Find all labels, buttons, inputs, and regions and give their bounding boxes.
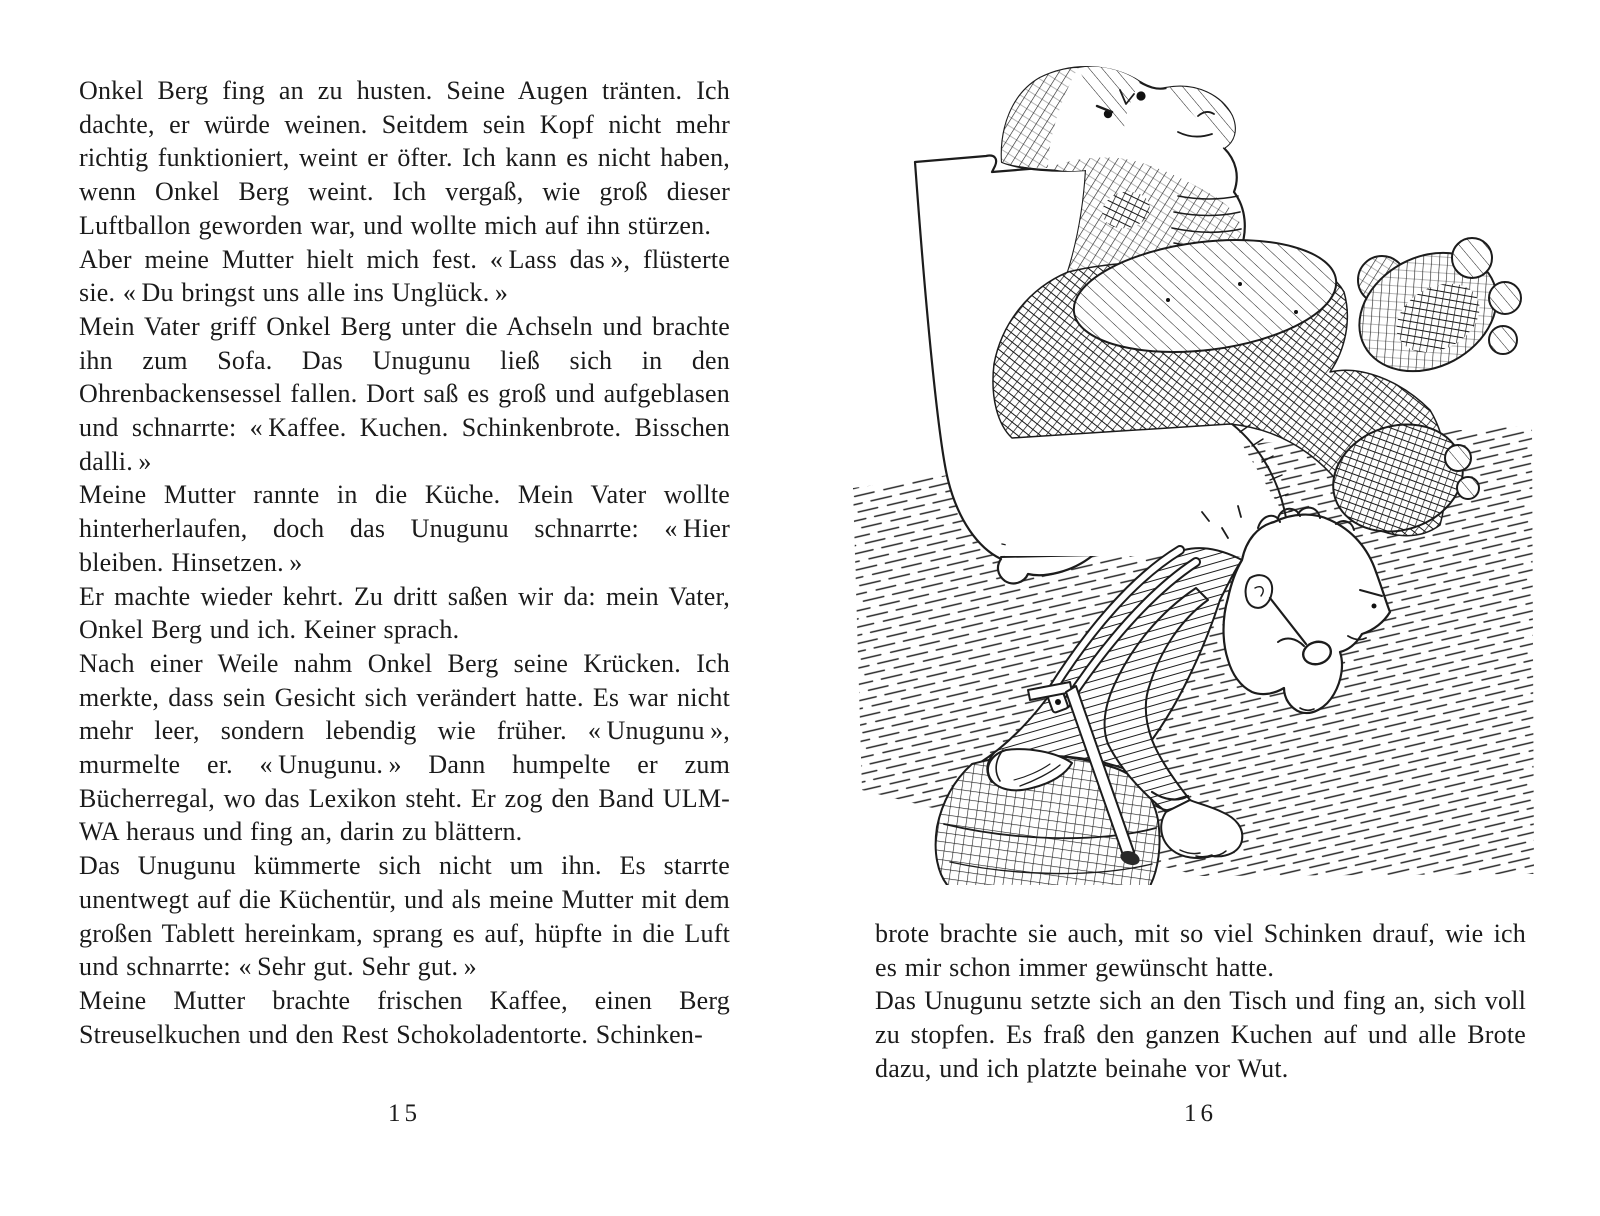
body-paragraph: brote brachte sie auch, mit so viel Schinken drauf, wie ich es mir schon immer gewünscht hatte. — [875, 919, 1526, 982]
page-number-right: 16 — [1184, 1100, 1217, 1127]
body-paragraph: Das Unugunu kümmerte sich nicht um ihn. Es starrte unentwegt auf die Küchentür, und als meine Mutter mit dem großen Tablett hereinkam, sprang es auf, hüpfte in die Luft und schnarrte: « Sehr gut. Sehr gut. » — [79, 851, 730, 982]
body-paragraph: Er machte wieder kehrt. Zu dritt saßen wir da: mein Vater, Onkel Berg und ich. Keiner sprach. — [79, 581, 730, 645]
body-paragraph: Meine Mutter brachte frischen Kaffee, einen Berg Streuselkuchen und den Rest Schokoladentorte. Schinken- — [79, 985, 730, 1049]
left-page-text — [79, 74, 730, 1051]
page-number-left: 15 — [388, 1100, 421, 1127]
right-page-text — [875, 917, 1526, 1086]
body-paragraph: Mein Vater griff Onkel Berg unter die Achseln und brachte ihn zum Sofa. Das Unugunu ließ sich in den Ohrenbackensessel fallen. Dort saß es groß und aufgeblasen und schnarrte: « Kaffee. Kuchen. Schinkenbrote. Bisschen dalli. » — [79, 311, 730, 476]
body-paragraph: Aber meine Mutter hielt mich fest. « Lass das », flüsterte sie. « Du bringst uns alle ins Unglück. » — [79, 244, 730, 308]
creature-eye-right — [1136, 91, 1145, 100]
unugunu-creature — [993, 67, 1521, 556]
body-paragraph: Das Unugunu setzte sich an den Tisch und fing an, sich voll zu stopfen. Es fraß den ganzen Kuchen auf und alle Brote dazu, und ich platzte beinahe vor Wut. — [875, 986, 1526, 1083]
illustration-drawing — [845, 40, 1545, 885]
unugunu-armchair-illustration — [845, 40, 1545, 885]
body-paragraph: Nach einer Weile nahm Onkel Berg seine Krücken. Ich merkte, dass sein Gesicht sich verändert hatte. Es war nicht mehr leer, sondern lebendig wie früher. « Unugunu », murmelte er. « Unugunu. » Dann humpelte er zum Bücherregal, wo das Lexikon steht. Er zog den Band ULM-WA heraus und fing an, darin zu blättern. — [79, 648, 730, 847]
body-paragraph: Meine Mutter rannte in die Küche. Mein Vater wollte hinterherlaufen, doch das Unugunu schnarrte: « Hier bleiben. Hinsetzen. » — [79, 480, 730, 577]
body-paragraph: Onkel Berg fing an zu husten. Seine Augen tränten. Ich dachte, er würde weinen. Seitdem sein Kopf nicht mehr richtig funktioniert, weint er öfter. Ich kann es nicht haben, wenn Onkel Berg weint. Ich vergaß, wie groß dieser Luftballon geworden war, und wollte mich auf ihn stürzen. — [79, 76, 730, 240]
